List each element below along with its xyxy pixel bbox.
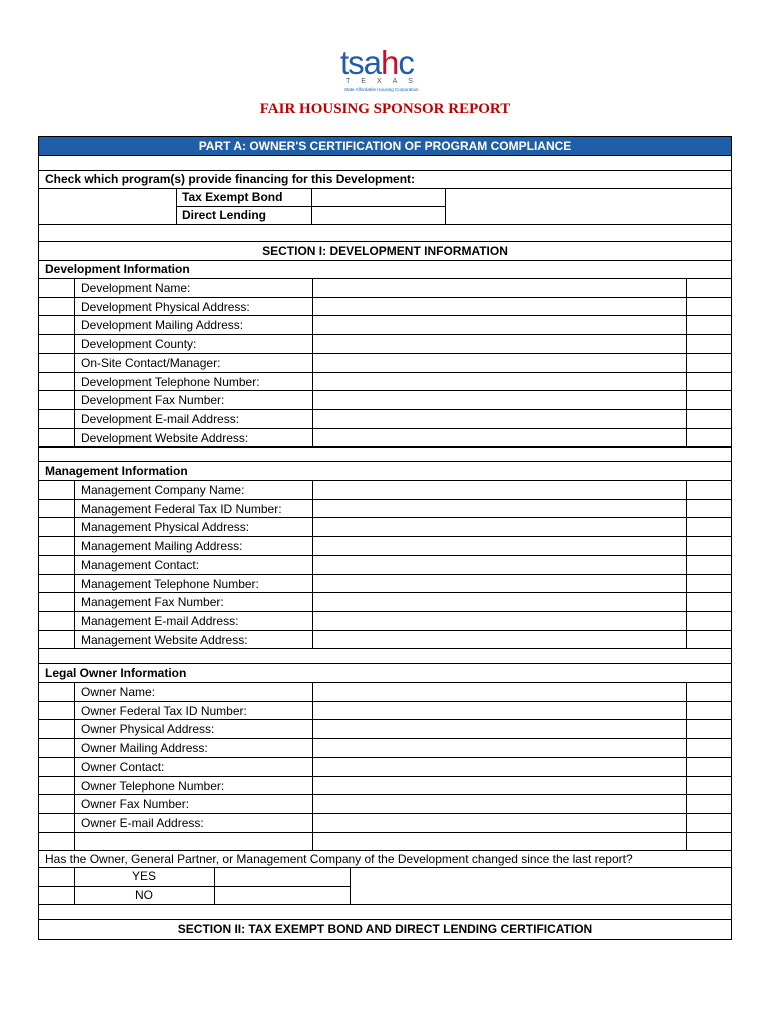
field-label: Management Telephone Number: [81,576,259,591]
field-label: Development E-mail Address: [81,411,240,426]
development-input[interactable] [312,428,686,447]
option-checkbox[interactable] [214,886,350,905]
management-heading: Management Information [45,464,188,478]
field-label: Development Mailing Address: [81,318,244,333]
rule [312,480,313,648]
rule [312,682,313,850]
owner-input[interactable] [312,757,686,776]
field-label: Management Website Address: [81,632,248,647]
rule [74,480,75,648]
rule [38,224,732,225]
field-label: Owner Federal Tax ID Number: [81,703,247,718]
development-input[interactable] [312,353,686,372]
rule [686,278,687,446]
management-input[interactable] [312,574,686,593]
rule [350,867,351,904]
field-label: Development County: [81,337,197,352]
development-input[interactable] [312,278,686,297]
development-heading: Development Information [45,262,190,276]
section-2-heading: SECTION II: TAX EXEMPT BOND AND DIRECT LENDING CERTIFICATION [177,922,593,936]
rule [686,682,687,850]
owner-heading: Legal Owner Information [45,666,187,680]
field-label: Management Mailing Address: [81,539,243,554]
field-label: Development Website Address: [81,430,249,445]
owner-input[interactable] [312,701,686,720]
development-input[interactable] [312,390,686,409]
document-title: FAIR HOUSING SPONSOR REPORT [259,101,511,117]
field-label: Owner Name: [81,685,156,699]
field-label: On-Site Contact/Manager: [81,355,221,370]
management-input[interactable] [312,630,686,649]
field-label: Owner Physical Address: [81,722,215,737]
section-1-heading: SECTION I: DEVELOPMENT INFORMATION [262,244,508,258]
field-label: Owner Mailing Address: [81,741,208,756]
management-input[interactable] [312,536,686,555]
rule [38,241,732,242]
check-prompt: Check which program(s) provide financing for this Development: [45,172,416,186]
owner-input[interactable] [312,682,686,701]
rule [38,663,732,664]
field-label: Management Federal Tax ID Number: [81,501,282,516]
rule [38,919,732,920]
owner-input[interactable] [312,813,686,832]
rule [311,188,312,224]
field-label: Development Telephone Number: [81,374,260,389]
rule [74,682,75,850]
logo-wordmark: tsahc [340,44,414,81]
field-label: Management Company Name: [81,483,245,497]
field-label: Management E-mail Address: [81,613,239,628]
option-label: NO [135,887,153,902]
rule [686,480,687,648]
program-checkbox[interactable] [311,188,445,206]
field-label: Development Name: [81,281,191,295]
field-label: Owner Telephone Number: [81,778,225,793]
development-input[interactable] [312,372,686,391]
rule [38,170,732,171]
rule [74,278,75,446]
development-input[interactable] [312,297,686,316]
field-label: Management Contact: [81,557,200,572]
development-input[interactable] [312,334,686,353]
rule [38,155,732,156]
field-label: Development Physical Address: [81,299,250,314]
owner-input[interactable] [312,719,686,738]
program-label: Direct Lending [182,208,267,222]
management-input[interactable] [312,555,686,574]
owner-input[interactable] [312,776,686,795]
rule [38,904,732,905]
logo-tagline: State Affordable Housing Corporation [344,87,419,92]
rule [214,867,215,904]
option-checkbox[interactable] [214,867,350,886]
field-label: Development Fax Number: [81,393,225,408]
development-input[interactable] [312,315,686,334]
field-label: Management Fax Number: [81,595,224,610]
change-question: Has the Owner, General Partner, or Management Company of the Development changed since the last report? [45,852,633,866]
rule [312,278,313,446]
rule [38,447,732,448]
management-input[interactable] [312,499,686,518]
tsahc-logo [340,46,435,94]
rule [445,188,446,224]
development-input[interactable] [312,409,686,428]
field-label: Owner Contact: [81,759,165,774]
rule [38,867,732,868]
field-label: Management Physical Address: [81,520,250,535]
management-input[interactable] [312,611,686,630]
rule [74,867,75,904]
rule [38,648,732,649]
management-input[interactable] [312,480,686,499]
owner-input[interactable] [312,738,686,757]
part-a-banner: PART A: OWNER'S CERTIFICATION OF PROGRAM COMPLIANCE [39,137,731,155]
field-label: Owner Fax Number: [81,797,190,812]
rule [38,260,732,261]
program-checkbox[interactable] [311,206,445,224]
field-label: Owner E-mail Address: [81,815,204,830]
option-label: YES [131,869,156,883]
logo-state: TEXAS [346,78,424,85]
rule [176,188,177,224]
owner-input[interactable] [312,794,686,813]
management-input[interactable] [312,592,686,611]
owner-input[interactable] [312,832,686,851]
program-label: Tax Exempt Bond [182,190,283,204]
rule [38,461,732,462]
management-input[interactable] [312,517,686,536]
